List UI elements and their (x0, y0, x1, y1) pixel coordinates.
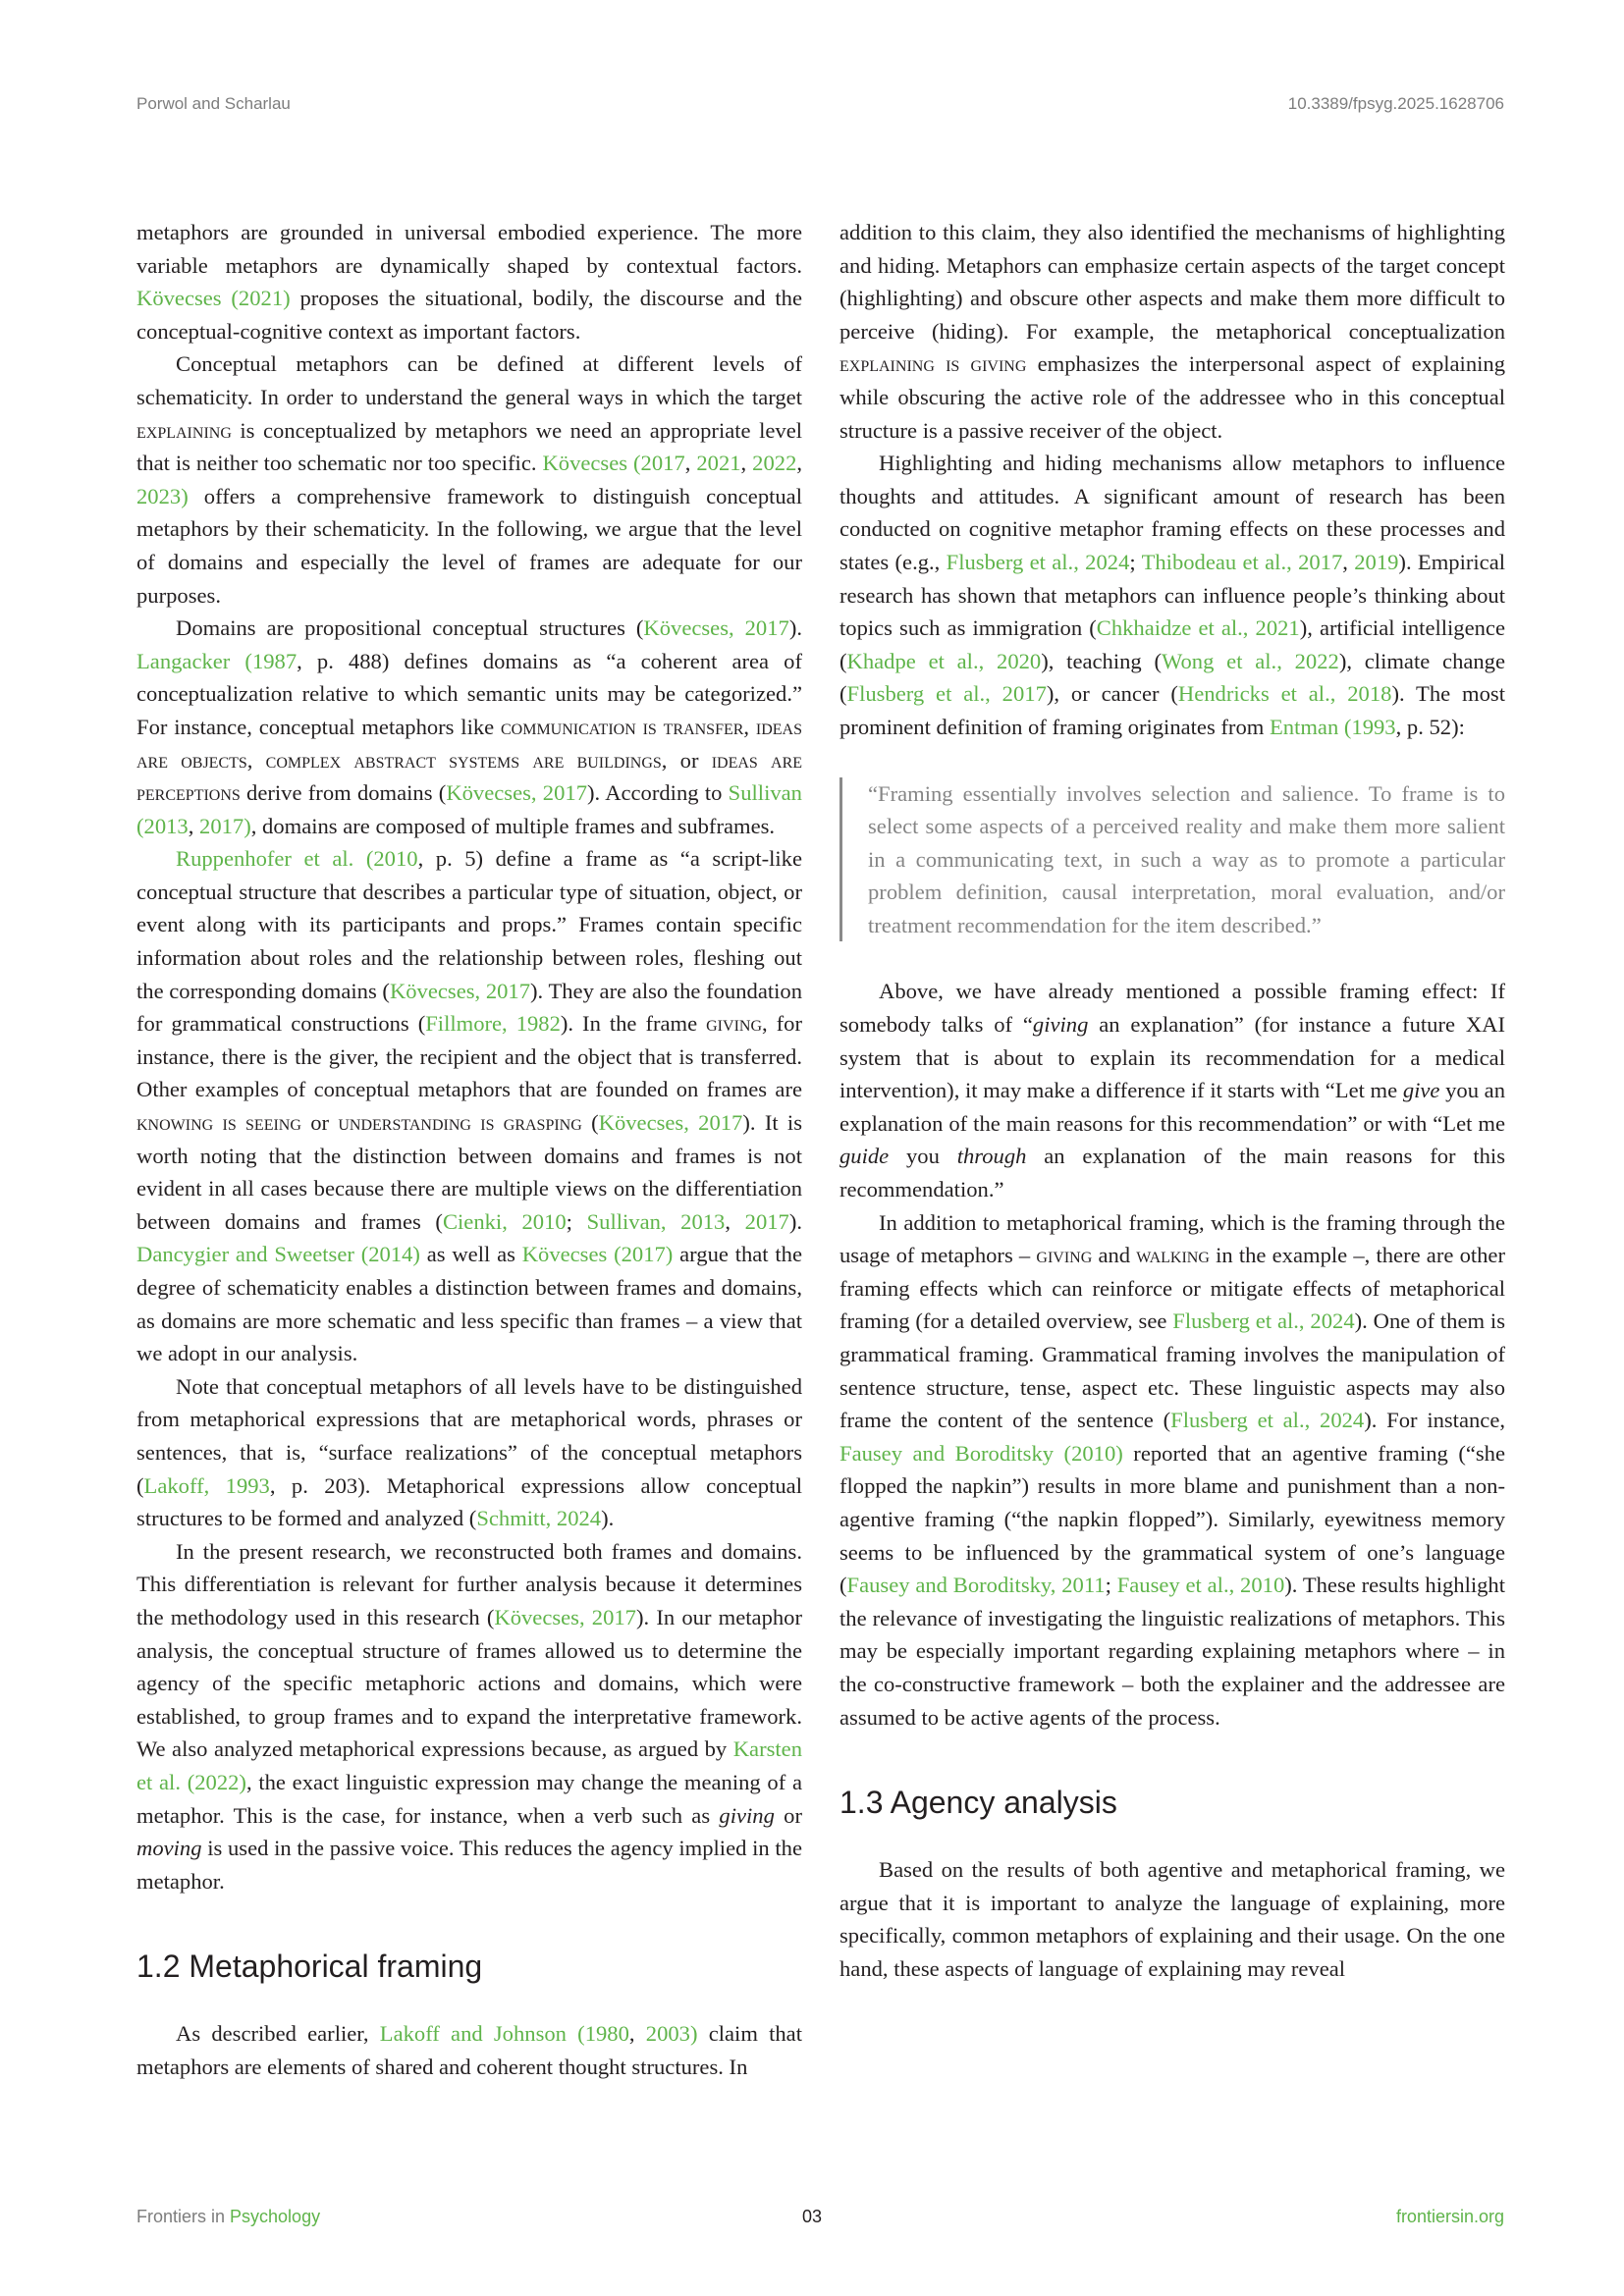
citation-link[interactable]: 2019 (1354, 549, 1399, 574)
paragraph: Ruppenhofer et al. (2010, p. 5) define a frame as “a script-like conceptual structure that describes a particular type of situation, object, or event along with its participants and props.” Frames contain specific information about roles and the relationship between roles, fleshing out the corresponding domains (Kövecses, 2017). They are also the foundation for grammatical constructions (Fillmore, 1982). In the frame giving, for instance, there is the giver, the recipient and the object that is transferred. Other examples of conceptual metaphors that are founded on frames are knowing is seeing or understanding is grasping (Kövecses, 2017). It is worth noting that the distinction between domains and frames is not evident in all cases because there are multiple views on the differentiation between domains and frames (Cienki, 2010; Sullivan, 2013, 2017). Dancygier and Sweetser (2014) as well as Kövecses (2017) argue that the degree of schematicity enables a distinction between frames and domains, as domains are more schematic and less specific than frames – a view that we adopt in our analysis. (136, 846, 803, 1366)
citation-link[interactable]: Kövecses, 2017 (389, 978, 531, 1003)
citation-link[interactable]: Flusberg et al., 2017 (846, 681, 1047, 707)
paragraph: addition to this claim, they also identified the mechanisms of highlighting and hiding. Metaphors can emphasize certain aspects of the target concept (highlighting) and obscure other aspects and make them more difficult to perceive (hiding). For example, the metaphorical conceptualization explaining is giving emphasizes the interpersonal aspect of explaining while obscuring the active role of the addressee who in this conceptual structure is a passive receiver of the object. (839, 220, 1505, 443)
citation-link[interactable]: 2021 (696, 451, 741, 476)
running-header-authors: Porwol and Scharlau (136, 94, 291, 113)
paragraph: Based on the results of both agentive and metaphorical framing, we argue that it is important to analyze the language of explaining, more specifically, common metaphors of explaining and their usage. On the one hand, these aspects of language of explaining may reveal (839, 1857, 1505, 1981)
citation-link[interactable]: Khadpe et al., 2020 (846, 648, 1042, 673)
paragraph: Above, we have already mentioned a possible framing effect: If somebody talks of “giving an explanation” (for instance a future XAI system that is about to explain its recommendation for a medical intervention), it may make a difference if it starts with “Let me give you an explanation of the main reasons for this recommendation” or with “Let me guide you through an explanation of the main reasons for this recommendation.” (839, 979, 1505, 1202)
citation-link[interactable]: Entman (1993 (1269, 714, 1396, 739)
citation-link[interactable]: Fillmore, 1982 (425, 1011, 561, 1037)
citation-link[interactable]: Langacker (1987 (136, 648, 298, 673)
journal-link[interactable]: Psychology (230, 2207, 321, 2226)
citation-link[interactable]: Flusberg et al., 2024 (1170, 1408, 1365, 1433)
citation-link[interactable]: Fausey and Boroditsky, 2011 (846, 1573, 1106, 1598)
section-heading-1-3: 1.3 Agency analysis (839, 1785, 1117, 1821)
citation-link[interactable]: Fausey and Boroditsky (2010) (839, 1440, 1123, 1466)
citation-link[interactable]: Kövecses (2021) (136, 286, 291, 311)
citation-link[interactable]: Lakoff, 1993 (143, 1472, 270, 1498)
paragraph: As described earlier, Lakoff and Johnson (1980, 2003) claim that metaphors are elements of shared and coherent thought structures. In (136, 2021, 802, 2079)
citation-link[interactable]: Thibodeau et al., 2017 (1141, 549, 1343, 574)
paragraph: metaphors are grounded in universal embodied experience. The more variable metaphors are dynamically shaped by contextual factors. Kövecses (2021) proposes the situational, bodily, the discourse and the conceptual-cognitive context as important factors. (136, 220, 802, 344)
paragraph: In the present research, we reconstructed both frames and domains. This differentiation is relevant for further analysis because it determines the methodology used in this research (Kövecses, 2017). In our metaphor analysis, the conceptual structure of frames allowed us to determine the agency of the specific metaphoric actions and domains, which were established, to group frames and to expand the interpretative framework. We also analyzed metaphorical expressions because, as argued by Karsten et al. (2022), the exact linguistic expression may change the meaning of a metaphor. This is the case, for instance, when a verb such as giving or moving is used in the passive voice. This reduces the agency implied in the metaphor. (136, 1538, 802, 1894)
block-quote (839, 777, 1505, 942)
paragraph: Highlighting and hiding mechanisms allow metaphors to influence thoughts and attitudes. A significant amount of research has been conducted on cognitive metaphor framing effects on these processes and states (e.g., Flusberg et al., 2024; Thibodeau et al., 2017, 2019). Empirical research has shown that metaphors can influence people’s thinking about topics such as immigration (Chkhaidze et al., 2021), artificial intelligence (Khadpe et al., 2020), teaching (Wong et al., 2022), climate change (Flusberg et al., 2017), or cancer (Hendricks et al., 2018). The most prominent definition of framing originates from Entman (1993, p. 52): (839, 451, 1506, 739)
citation-link[interactable]: Kövecses, 2017 (598, 1110, 743, 1136)
paragraph: Note that conceptual metaphors of all levels have to be distinguished from metaphorical expressions that are metaphorical words, phrases or sentences, that is, “surface realizations” of the conceptual metaphors (Lakoff, 1993, p. 203). Metaphorical expressions allow conceptual structures to be formed and analyzed (Schmitt, 2024). (136, 1373, 802, 1531)
citation-link[interactable]: 2022 (752, 451, 797, 476)
citation-link[interactable]: Schmitt, 2024 (476, 1506, 602, 1531)
citation-link[interactable]: Kövecses (2017) (521, 1242, 674, 1267)
citation-link[interactable]: 2017 (744, 1208, 789, 1234)
paragraph: Conceptual metaphors can be defined at different levels of schematicity. In order to understand the general ways in which the target explaining is conceptualized by metaphors we need an appropriate level that is neither too schematic nor too specific. Kövecses (2017, 2021, 2022, 2023) offers a comprehensive framework to distinguish conceptual metaphors by their schematicity. In the following, we argue that the level of domains and especially the level of frames are adequate for our purposes. (136, 351, 803, 608)
citation-link[interactable]: Karsten et al. (2022) (136, 1736, 802, 1794)
right-column (839, 216, 1505, 1986)
citation-link[interactable]: Kövecses (2017 (542, 451, 685, 476)
citation-link[interactable]: Hendricks et al., 2018 (1177, 681, 1392, 707)
citation-link[interactable]: Flusberg et al., 2024 (1172, 1308, 1355, 1334)
citation-link[interactable]: Kövecses, 2017 (446, 780, 587, 806)
citation-link[interactable]: Cienki, 2010 (442, 1208, 567, 1234)
citation-link[interactable]: 2003) (645, 2021, 698, 2047)
page-number: 03 (801, 2207, 823, 2226)
citation-link[interactable]: 2017) (199, 813, 251, 838)
quote-text: “Framing essentially involves selection and salience. To frame is to select some aspects of a perceived reality and make them more salient in a communicating text, in such a way as to promote a particular problem definition, causal interpretation, moral evaluation, and/or treatment recommendation for the item described.” (868, 780, 1505, 937)
citation-link[interactable]: Chkhaidze et al., 2021 (1096, 615, 1300, 641)
citation-link[interactable]: Sullivan, 2013 (586, 1208, 726, 1234)
paragraph: In addition to metaphorical framing, which is the framing through the usage of metaphors – giving and walking in the example –, there are other framing effects which can reinforce or mitigate effects of metaphorical framing (for a detailed overview, see Flusberg et al., 2024). One of them is grammatical framing. Grammatical framing involves the manipulation of sentence structure, tense, aspect etc. These linguistic aspects may also frame the content of the sentence (Flusberg et al., 2024). For instance, Fausey and Boroditsky (2010) reported that an agentive framing (“she flopped the napkin”) results in more blame and punishment than a non-agentive framing (“the napkin flopped”). Similarly, eyewitness memory seems to be influenced by the grammatical system of one’s language (Fausey and Boroditsky, 2011; Fausey et al., 2010). These results highlight the relevance of investigating the linguistic realizations of metaphors. This may be especially important regarding explaining metaphors where – in the co-constructive framework – both the explainer and the addressee are assumed to be active agents of the process. (839, 1209, 1505, 1730)
citation-link[interactable]: 2023) (136, 483, 189, 508)
citation-link[interactable]: Kövecses, 2017 (643, 615, 789, 641)
citation-link[interactable]: Lakoff and Johnson (1980 (379, 2021, 629, 2047)
citation-link[interactable]: Kövecses, 2017 (494, 1604, 636, 1629)
left-column (136, 216, 802, 2083)
running-header-doi: 10.3389/fpsyg.2025.1628706 (1287, 94, 1504, 113)
footer-journal: Frontiers in Psychology (136, 2207, 321, 2226)
citation-link[interactable]: Flusberg et al., 2024 (946, 549, 1130, 574)
paragraph: Domains are propositional conceptual structures (Kövecses, 2017). Langacker (1987, p. 488) defines domains as “a coherent area of conceptualization relative to which semantic units may be categorized.” For instance, conceptual metaphors like communication is transfer, ideas are objects, complex abstract systems are buildings, or ideas are perceptions derive from domains (Kövecses, 2017). According to Sullivan (2013, 2017), domains are composed of multiple frames and subframes. (136, 615, 803, 838)
citation-link[interactable]: Wong et al., 2022 (1162, 648, 1339, 673)
citation-link[interactable]: Ruppenhofer et al. (2010 (176, 846, 418, 872)
citation-link[interactable]: Dancygier and Sweetser (2014) (136, 1242, 420, 1267)
citation-link[interactable]: Sullivan (2013 (136, 780, 802, 838)
citation-link[interactable]: Fausey et al., 2010 (1116, 1573, 1285, 1598)
footer-site-link[interactable]: frontiersin.org (1395, 2207, 1504, 2226)
section-heading-1-2: 1.2 Metaphorical framing (136, 1949, 483, 1985)
